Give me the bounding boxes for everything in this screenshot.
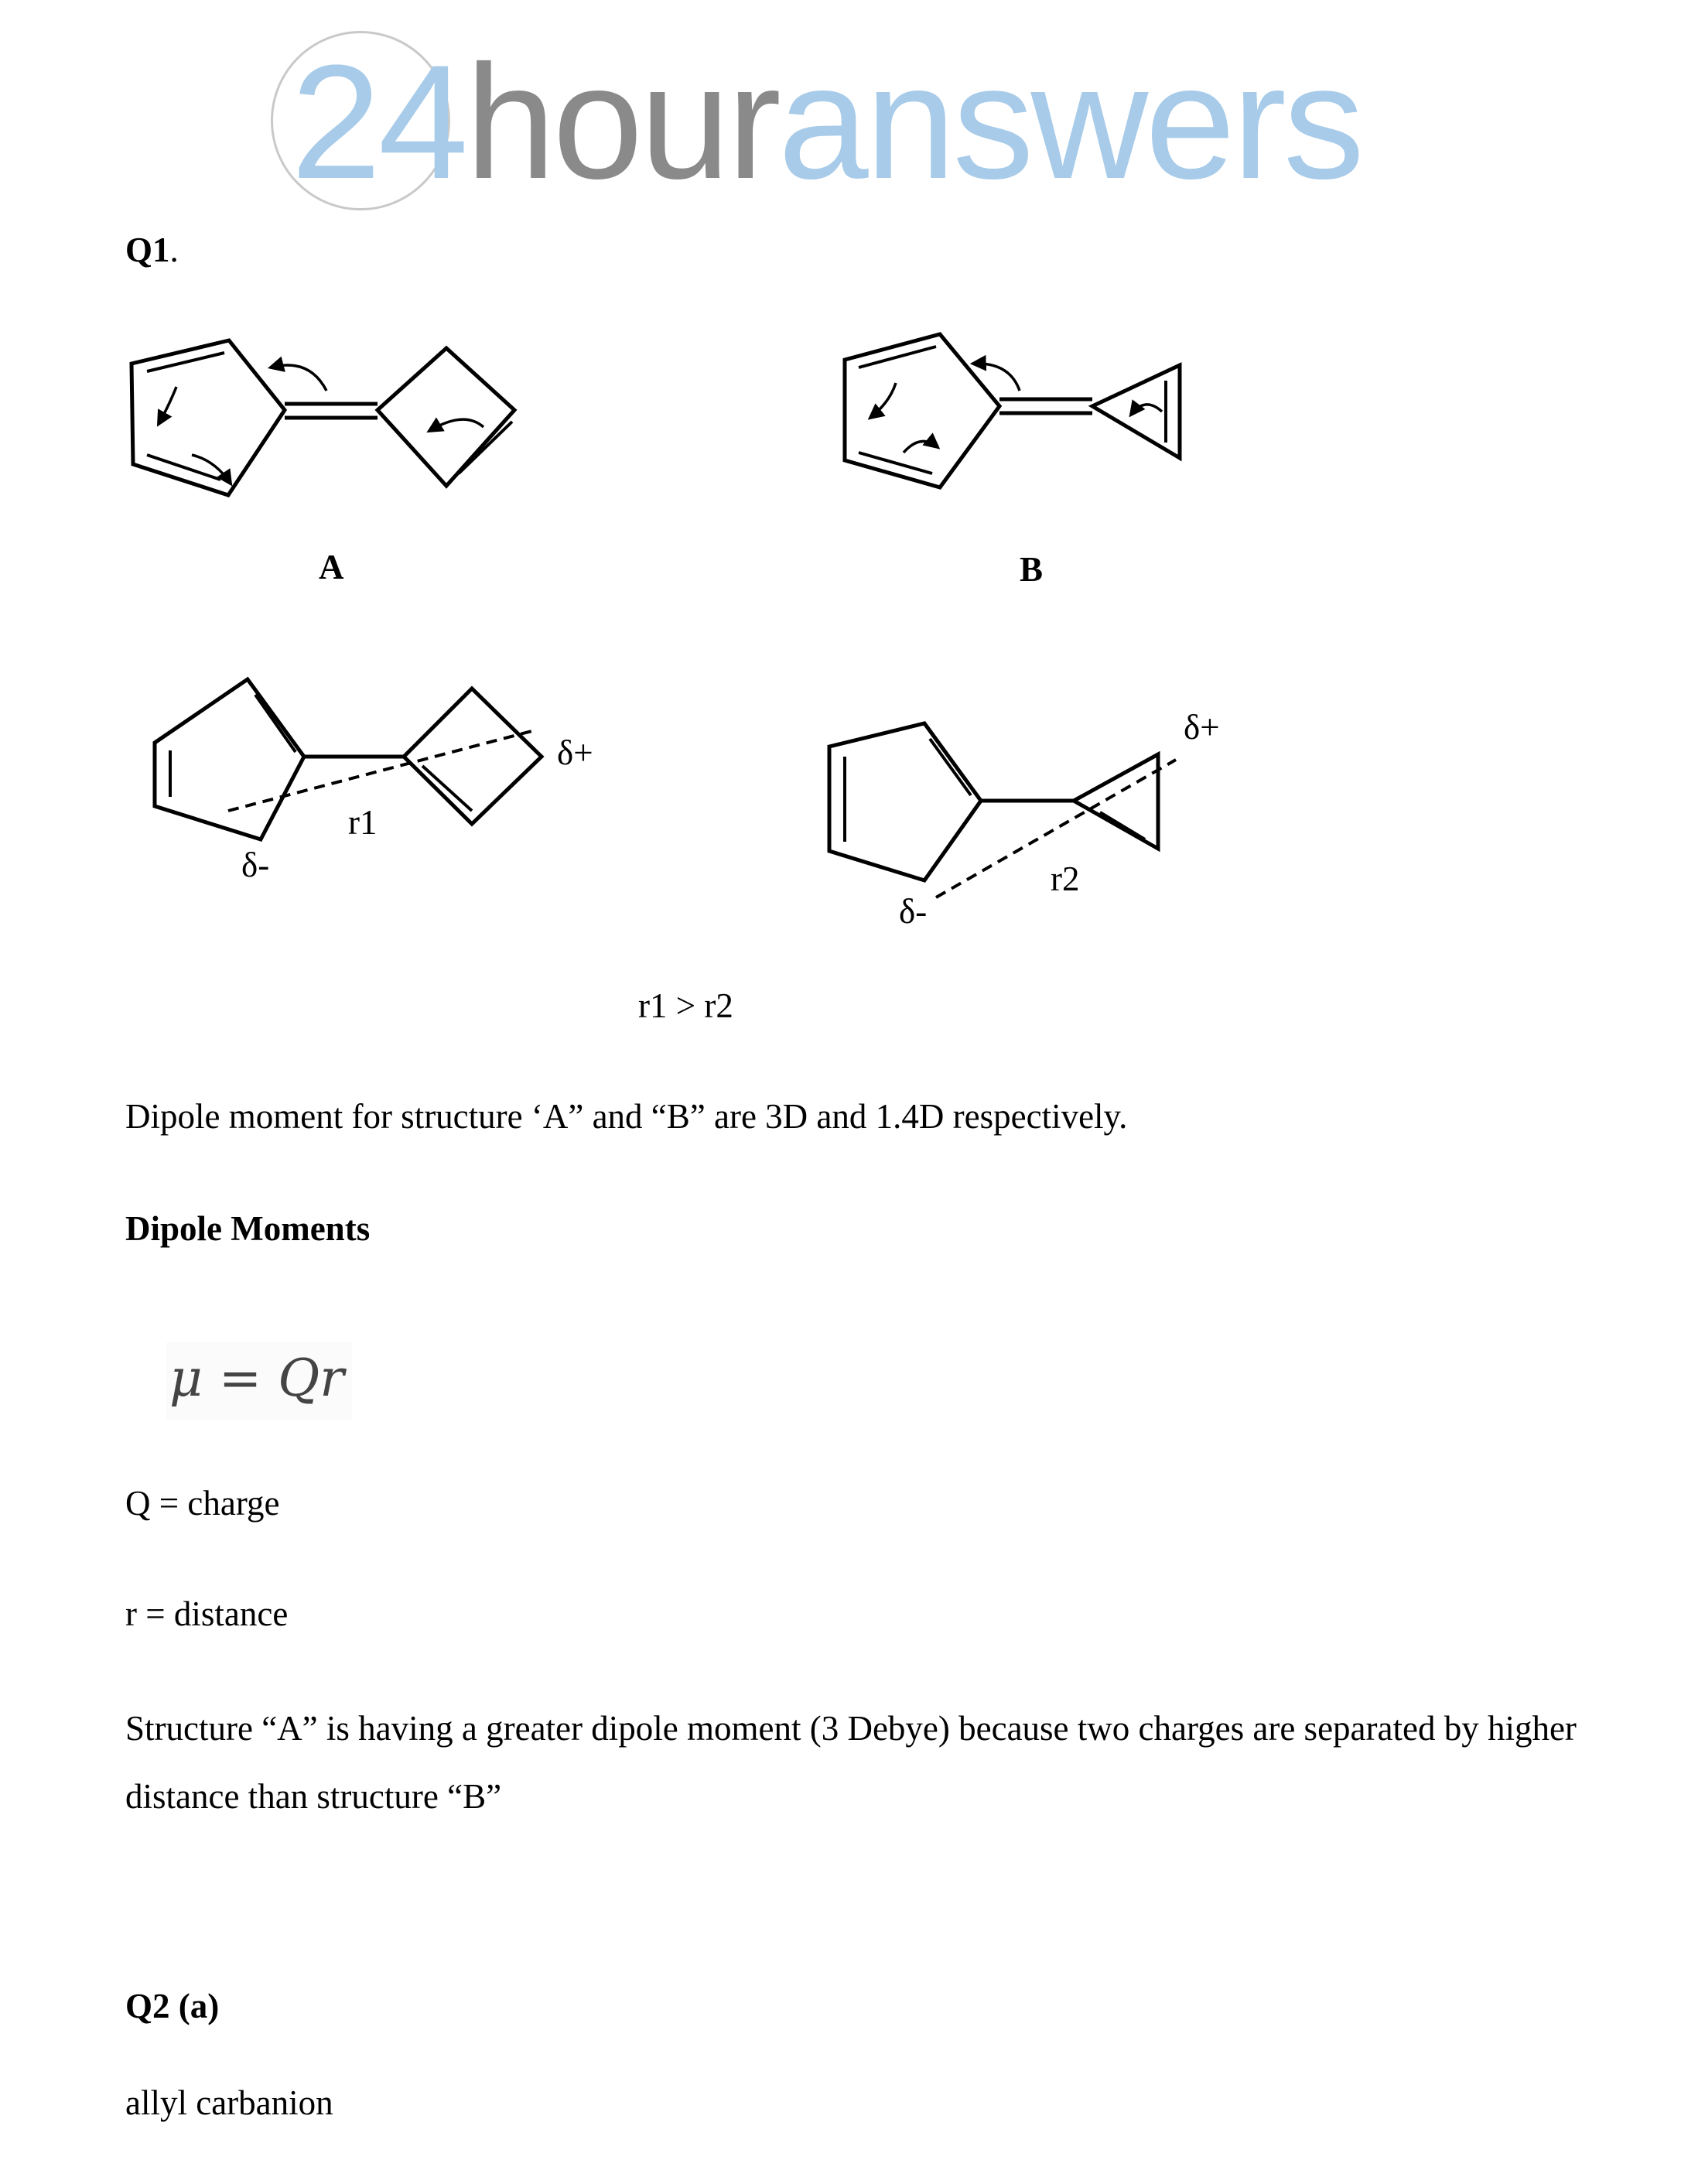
dipole-statement: Dipole moment for structure ‘A” and “B” are 3D and 1.4D respectively. [125,1097,1128,1136]
distance-comparison: r1 > r2 [638,986,733,1025]
logo-number: 24 [291,31,466,213]
logo-answers: answers [777,31,1362,213]
dipole-b-cyclopentadiene-ring [829,723,981,880]
structure-a-cyclobutene-ring [378,348,514,486]
definition-q: Q = charge [125,1484,280,1523]
charge-plus-b: δ+ [1184,708,1220,747]
q2-heading: Q2 (a) [125,1987,220,2025]
dipole-a-separation-line [228,730,538,811]
structure-b-cyclopentadiene-ring [845,334,999,487]
section-title-dipole-moments: Dipole Moments [125,1209,371,1248]
structure-label-a: A [319,548,344,586]
charge-minus-a: δ- [241,846,270,884]
distance-label-r1: r1 [348,803,378,842]
logo-hour: hour [465,31,778,213]
structure-b [845,334,1180,487]
charge-plus-a: δ+ [557,733,593,772]
q1-heading-suffix: . [169,231,179,269]
dipole-b-cyclopropene-ring [1074,754,1158,849]
dipole-a-cyclopentadiene-ring [155,679,304,839]
dipole-formula-text: μ = Qr [169,1348,344,1408]
q2-subject: allyl carbanion [125,2083,333,2122]
structure-label-b: B [1020,550,1044,589]
distance-label-r2: r2 [1051,860,1080,898]
structure-a-exocyclic-double-bond [285,404,378,418]
dipole-formula [166,1342,352,1420]
q1-heading-label: Q1 [125,231,170,269]
conclusion-paragraph: Structure “A” is having a greater dipole moment (3 Debye) because two charges are separated by higher distance than structure “B” [125,1709,1577,1816]
structure-b-arrows [870,364,1162,453]
charge-minus-b: δ- [899,892,928,931]
structure-b-cyclopropene-ring [1092,365,1180,458]
definition-r: r = distance [125,1594,289,1633]
structure-a-cyclopentadiene-ring [132,340,285,495]
dipole-a-cyclobutene-ring [404,689,542,824]
structure-b-exocyclic-double-bond [999,399,1092,413]
structure-a [132,340,514,495]
dipole-structure-b [829,723,1176,897]
structure-a-arrows [159,365,483,484]
